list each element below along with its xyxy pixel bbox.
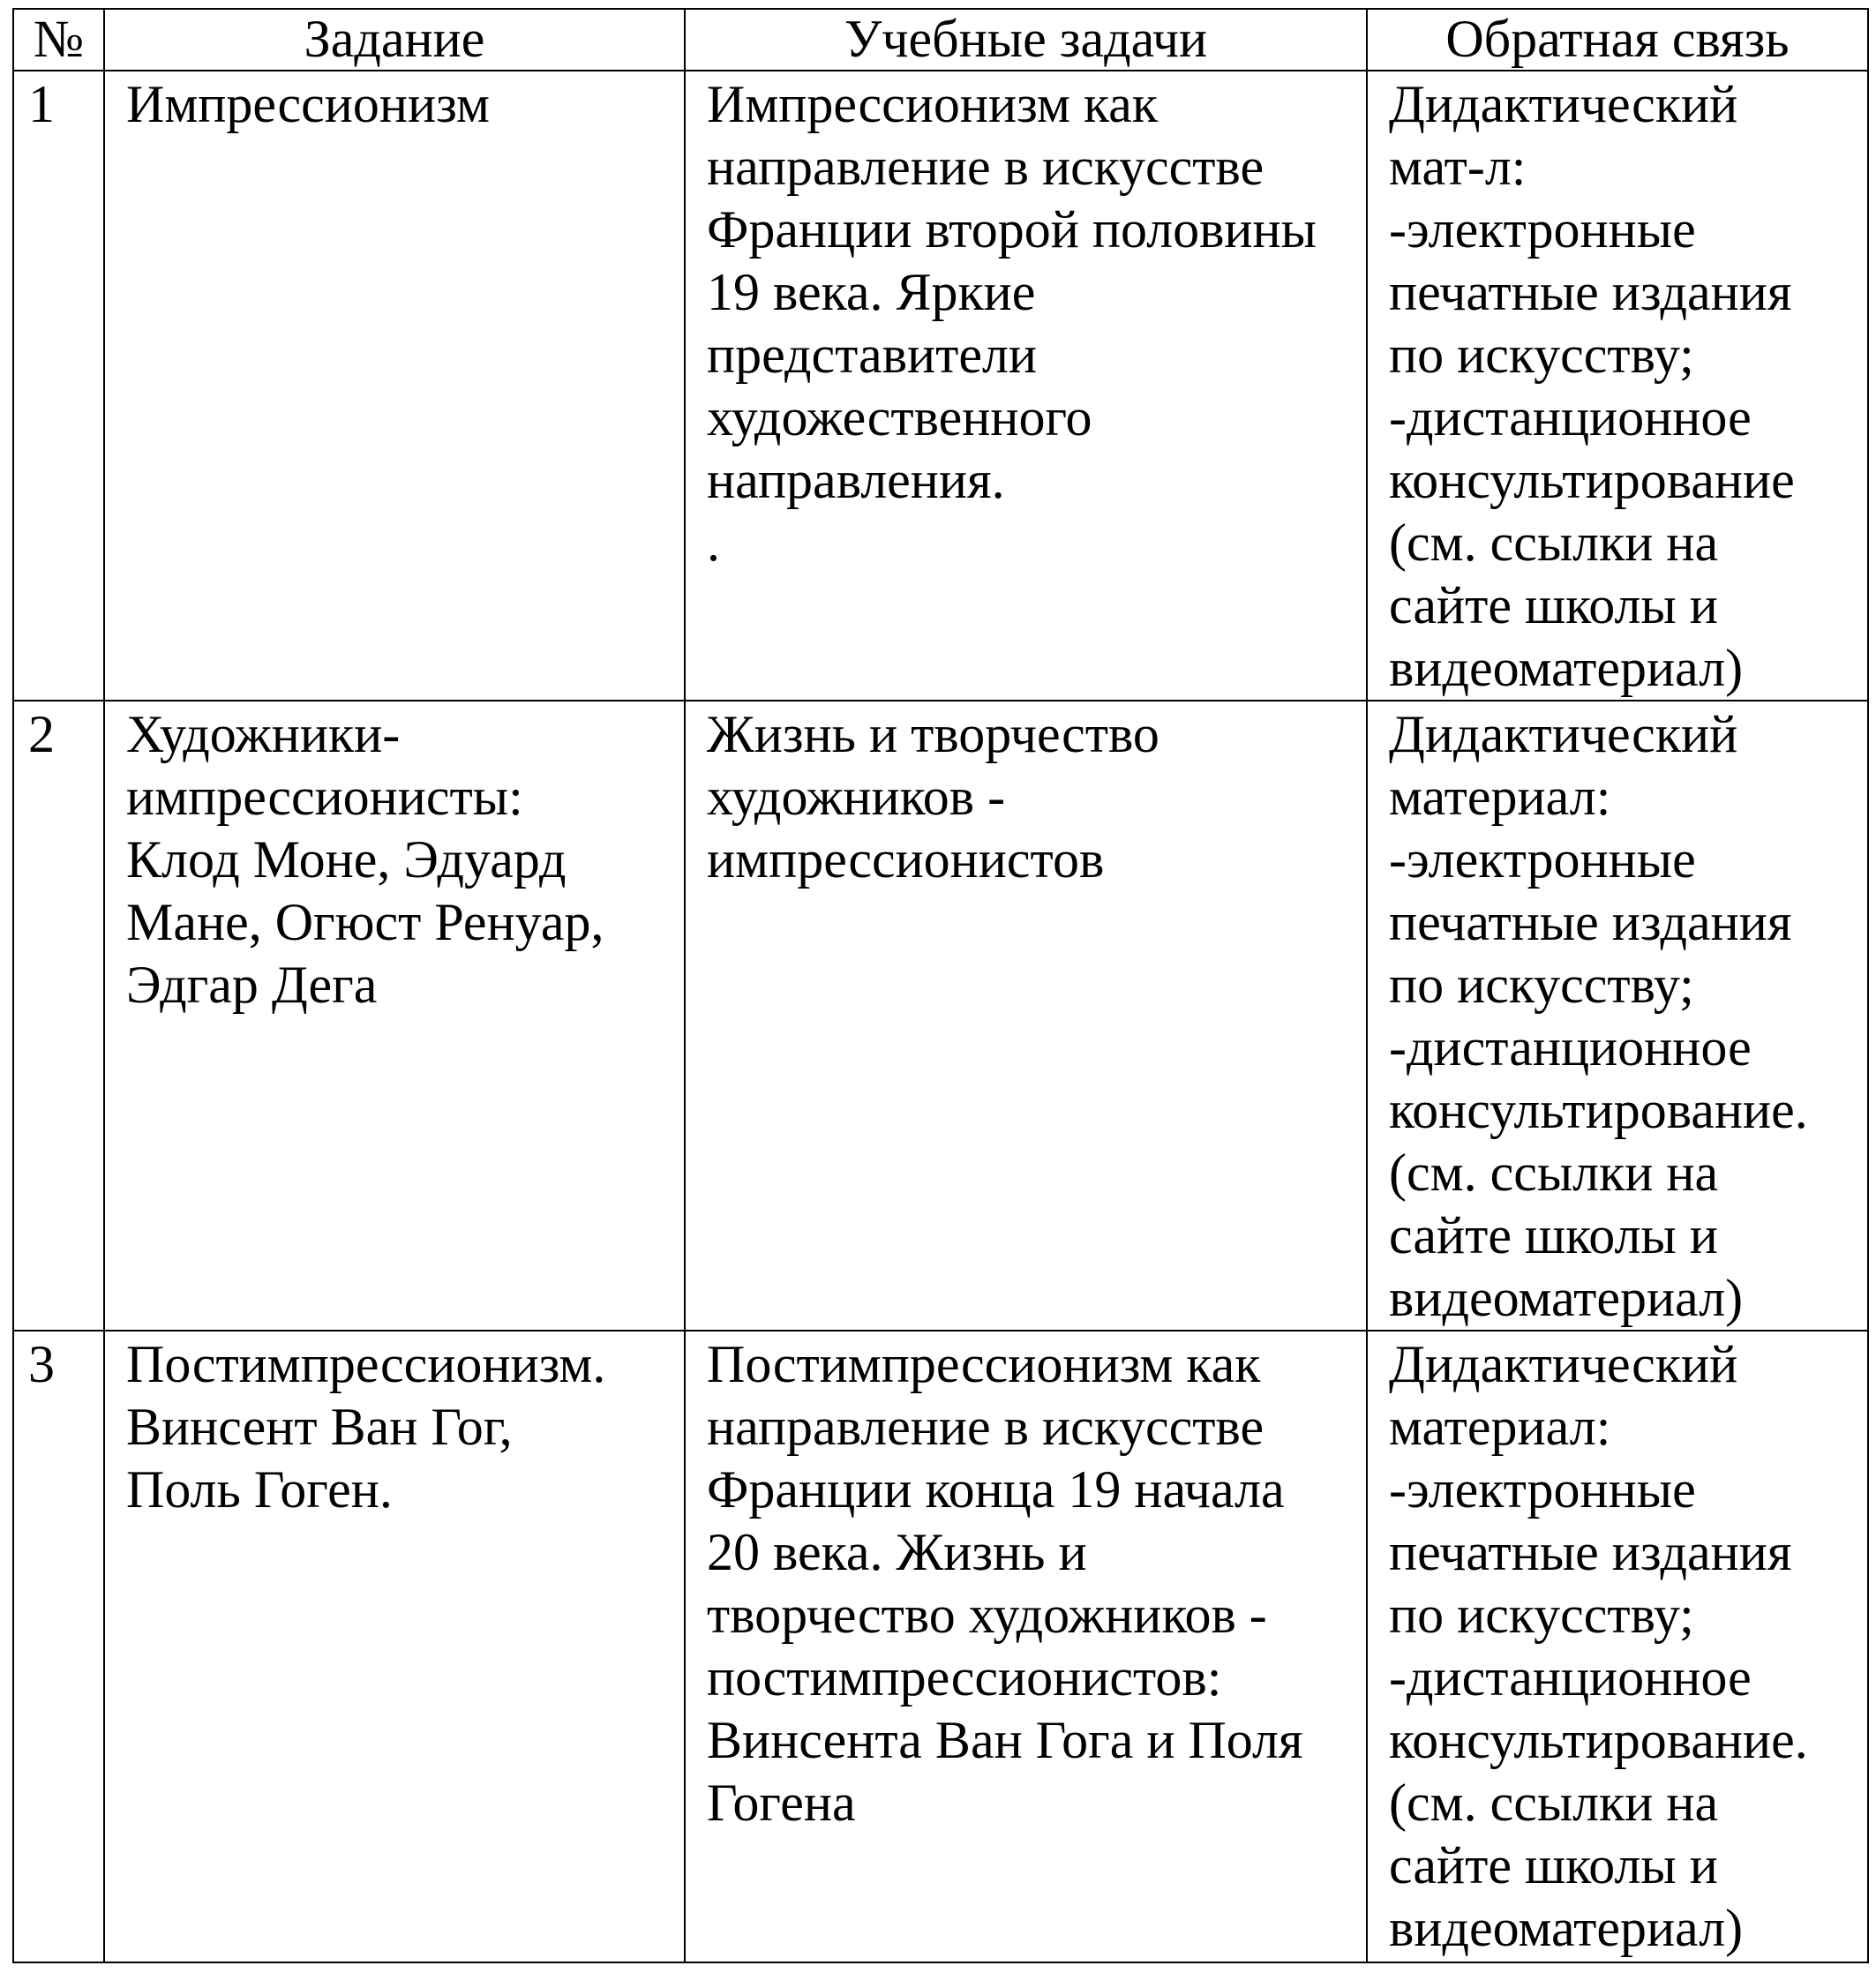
lesson-plan-table [12,8,1869,1963]
header-learning-goals: Учебные задачи [685,9,1367,71]
learning-goals-cell: Жизнь и творчество художников - импрессионистов [685,701,1367,1331]
row-number: 1 [13,71,104,701]
table-header-row [13,9,1868,71]
table-row [13,701,1868,1331]
header-task: Задание [104,9,685,71]
feedback-cell: Дидактический материал: -электронные печатные издания по искусству; -дистанционное консультирование. (см. ссылки на сайте школы и видеоматериал) [1367,1331,1868,1962]
table-row [13,1331,1868,1962]
learning-goals-cell: Импрессионизм как направление в искусстве Франции второй половины 19 века. Яркие представители художественного направления. . [685,71,1367,701]
feedback-cell: Дидактический материал: -электронные печатные издания по искусству; -дистанционное консультирование. (см. ссылки на сайте школы и видеоматериал) [1367,701,1868,1331]
row-number: 3 [13,1331,104,1962]
header-number: № [13,9,104,71]
task-cell: Импрессионизм [104,71,685,701]
task-cell: Художники- импрессионисты: Клод Моне, Эдуард Мане, Огюст Ренуар, Эдгар Дега [104,701,685,1331]
task-cell: Постимпрессионизм. Винсент Ван Гог, Поль Гоген. [104,1331,685,1962]
learning-goals-cell: Постимпрессионизм как направление в искусстве Франции конца 19 начала 20 века. Жизнь и творчество художников - постимпрессионистов: Винсента Ван Гога и Поля Гогена [685,1331,1367,1962]
row-number: 2 [13,701,104,1331]
table-row [13,71,1868,701]
header-feedback: Обратная связь [1367,9,1868,71]
feedback-cell: Дидактический мат-л: -электронные печатные издания по искусству; -дистанционное консультирование (см. ссылки на сайте школы и видеоматериал) [1367,71,1868,701]
